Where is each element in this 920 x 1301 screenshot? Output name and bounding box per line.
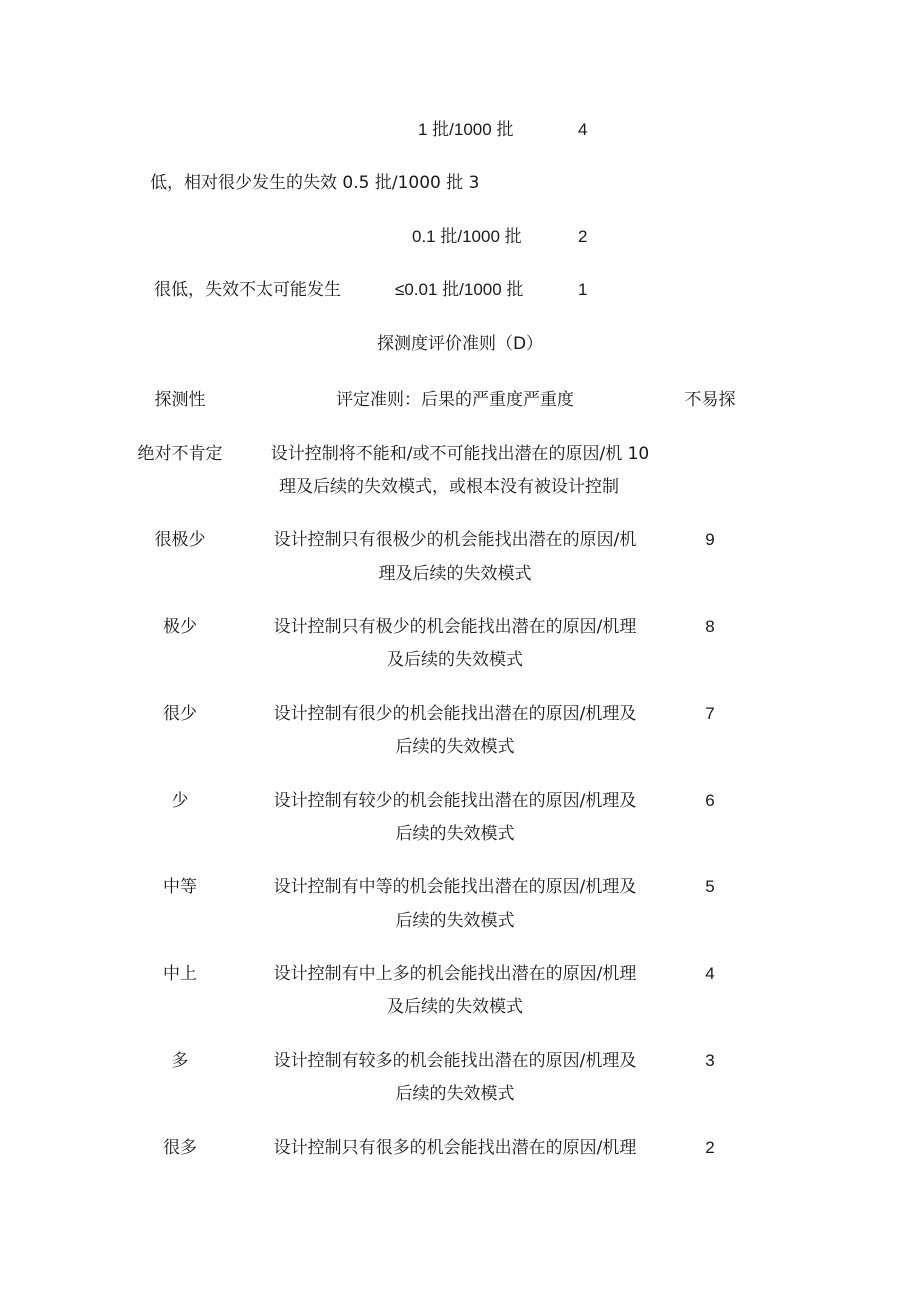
row-score: 7 <box>705 704 715 723</box>
row-criteria-line1: 设计控制有很少的机会能找出潜在的原因/机理及 <box>273 704 637 724</box>
row-criteria-line1: 设计控制有较少的机会能找出潜在的原因/机理及 <box>273 791 637 811</box>
row-criteria-line2: 后续的失效模式 <box>395 824 515 844</box>
occurrence-score: 2 <box>578 227 588 246</box>
row-criteria-line2: 后续的失效模式 <box>395 911 515 931</box>
row-criteria-line1: 设计控制只有很多的机会能找出潜在的原因/机理 <box>273 1138 637 1158</box>
row-level: 少 <box>171 791 189 811</box>
row-criteria-line1: 设计控制有中上多的机会能找出潜在的原因/机理 <box>273 964 637 984</box>
occurrence-description: 很低，失效不太可能发生 <box>154 280 341 300</box>
row-criteria-line2: 后续的失效模式 <box>395 1084 515 1104</box>
row-score: 9 <box>705 530 715 549</box>
row-criteria-line1: 设计控制有中等的机会能找出潜在的原因/机理及 <box>273 877 637 897</box>
row-score: 5 <box>705 877 715 896</box>
row-criteria-line2: 理及后续的失效模式，或根本没有被设计控制 <box>279 477 619 497</box>
occurrence-rate: 1 批/1000 批 <box>418 120 514 139</box>
row-criteria-line2: 及后续的失效模式 <box>387 997 523 1017</box>
row-criteria-line1: 设计控制只有很极少的机会能找出潜在的原因/机 <box>273 530 637 550</box>
row-score: 8 <box>705 617 715 636</box>
row-criteria-line1: 设计控制将不能和/或不可能找出潜在的原因/机 10 <box>270 444 650 464</box>
row-score: 6 <box>705 791 715 810</box>
row-level: 很极少 <box>154 530 206 550</box>
row-score: 4 <box>705 964 715 983</box>
row-score: 2 <box>705 1138 715 1157</box>
row-level: 绝对不肯定 <box>137 444 223 464</box>
row-criteria-line2: 后续的失效模式 <box>395 737 515 757</box>
occurrence-rate: 0.1 批/1000 批 <box>412 227 522 246</box>
header-score: 不易探 <box>684 390 736 410</box>
row-level: 多 <box>171 1051 189 1071</box>
row-level: 很少 <box>163 704 197 724</box>
header-criteria: 评定准则：后果的严重度严重度 <box>336 390 574 410</box>
row-criteria-line2: 理及后续的失效模式 <box>378 564 532 584</box>
occurrence-score: 1 <box>578 280 588 299</box>
header-detectability: 探测性 <box>154 390 206 410</box>
row-criteria-line1: 设计控制只有极少的机会能找出潜在的原因/机理 <box>273 617 637 637</box>
row-score: 3 <box>705 1051 715 1070</box>
row-level: 中上 <box>163 964 197 984</box>
section-title: 探测度评价准则（D） <box>376 334 544 354</box>
row-level: 极少 <box>163 617 197 637</box>
occurrence-description: 低，相对很少发生的失效 0.5 批/1000 批 3 <box>150 173 480 193</box>
row-criteria-line2: 及后续的失效模式 <box>387 650 523 670</box>
occurrence-rate: ≤0.01 批/1000 批 <box>395 280 524 299</box>
row-level: 中等 <box>163 877 197 897</box>
row-criteria-line1: 设计控制有较多的机会能找出潜在的原因/机理及 <box>273 1051 637 1071</box>
occurrence-score: 4 <box>578 120 588 139</box>
row-level: 很多 <box>163 1138 197 1158</box>
